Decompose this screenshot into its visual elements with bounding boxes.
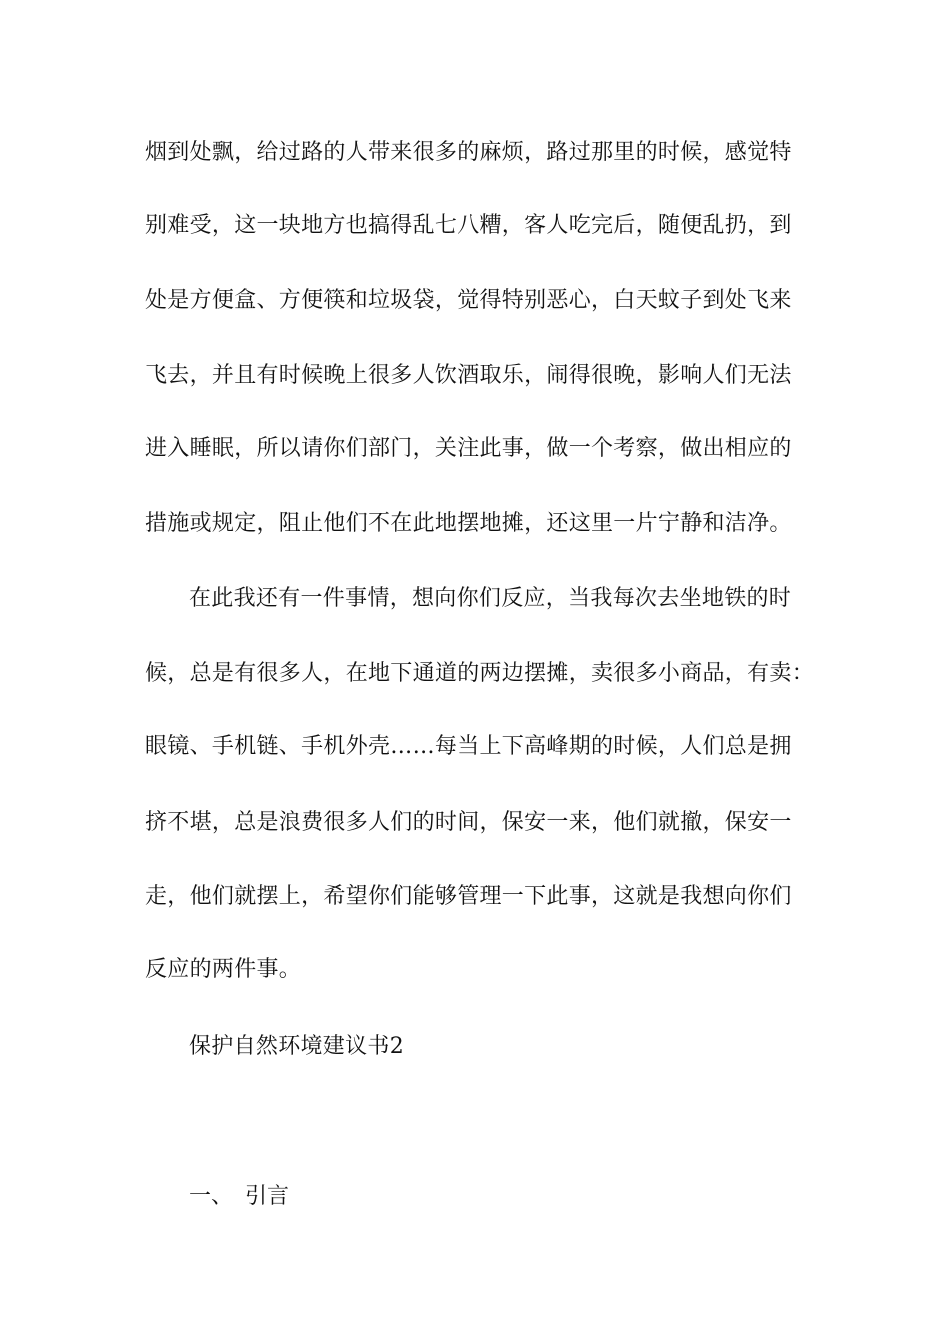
paragraph-line: 措施或规定，阻止他们不在此地摆地摊，还这里一片宁静和洁净。 [145,511,792,536]
paragraph-line: 在此我还有一件事情，想向你们反应，当我每次去坐地铁的时 [189,586,792,611]
paragraph-line: 反应的两件事。 [145,957,302,982]
paragraph-line: 眼镜、手机链、手机外壳……每当上下高峰期的时候，人们总是拥 [145,734,792,759]
paragraph-line: 进入睡眠，所以请你们部门，关注此事，做一个考察，做出相应的 [145,436,792,461]
section-title: 引言 [245,1184,290,1209]
section-number: 一、 [189,1184,234,1209]
paragraph-line: 走，他们就摆上，希望你们能够管理一下此事，这就是我想向你们 [145,884,792,909]
paragraph-line: 别难受，这一块地方也搞得乱七八糟，客人吃完后，随便乱扔，到 [145,213,792,238]
paragraph-line: 挤不堪，总是浪费很多人们的时间，保安一来，他们就撤，保安一 [145,810,792,835]
paragraph-line: 候，总是有很多人，在地下通道的两边摆摊，卖很多小商品，有卖： [145,661,815,686]
document-heading: 保护自然环境建议书2 [189,1034,404,1059]
paragraph-line: 烟到处飘，给过路的人带来很多的麻烦，路过那里的时候，感觉特 [145,140,792,165]
paragraph-line: 飞去，并且有时候晚上很多人饮酒取乐，闹得很晚，影响人们无法 [145,363,792,388]
paragraph-line: 处是方便盒、方便筷和垃圾袋，觉得特别恶心，白天蚊子到处飞来 [145,288,792,313]
